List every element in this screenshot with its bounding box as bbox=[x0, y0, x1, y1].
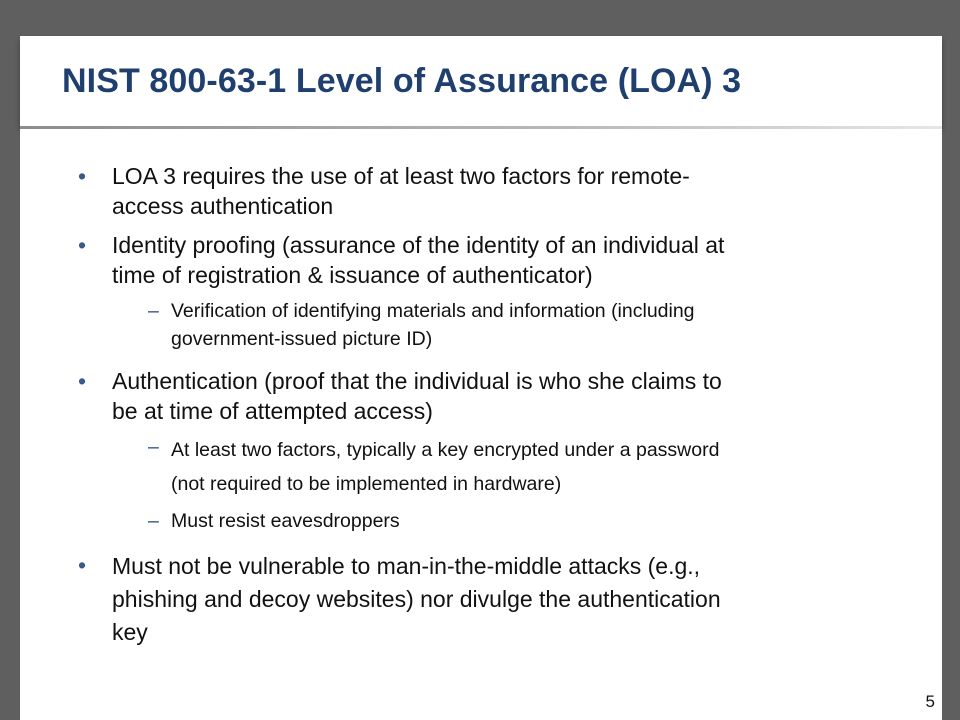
sub-bullet-text bbox=[171, 433, 719, 501]
sub-bullet-line: At least two factors, typically a key encrypted under a password bbox=[171, 439, 720, 461]
sub-bullet-line: Verification of identifying materials and information (including bbox=[171, 300, 695, 322]
bullet-line: LOA 3 requires the use of at least two factors for remote- bbox=[112, 163, 690, 189]
bullet-marker: • bbox=[78, 163, 87, 189]
bullet-line: key bbox=[112, 619, 148, 645]
bullet-line: be at time of attempted access) bbox=[112, 398, 433, 424]
bullet-line: Identity proofing (assurance of the identity of an individual at bbox=[112, 232, 725, 258]
bullet-text bbox=[112, 366, 722, 426]
bullet-line: phishing and decoy websites) nor divulge the authentication bbox=[112, 586, 721, 612]
sub-bullet-text bbox=[171, 507, 400, 535]
bullet-line: access authentication bbox=[112, 193, 334, 219]
bullet-text bbox=[112, 230, 724, 290]
bullet-line: time of registration & issuance of authenticator) bbox=[112, 262, 593, 288]
bullet-text bbox=[112, 550, 721, 649]
dash-marker: – bbox=[148, 510, 159, 532]
bullet-marker: • bbox=[78, 552, 87, 578]
dash-marker: – bbox=[148, 436, 159, 458]
bullet-line: Authentication (proof that the individual is who she claims to bbox=[112, 368, 722, 394]
sub-bullet-line: (not required to be implemented in hardware) bbox=[171, 473, 562, 495]
bullet-marker: • bbox=[78, 368, 87, 394]
sub-bullet-line: government-issued picture ID) bbox=[171, 328, 433, 350]
slide-frame-top bbox=[0, 0, 960, 36]
sub-bullet-line: Must resist eavesdroppers bbox=[171, 510, 400, 532]
dash-marker: – bbox=[148, 300, 159, 322]
slide-frame-right bbox=[942, 0, 960, 720]
slide-title: NIST 800-63-1 Level of Assurance (LOA) 3 bbox=[62, 62, 742, 100]
bullet-marker: • bbox=[78, 232, 87, 258]
page-number: 5 bbox=[925, 692, 935, 711]
slide-frame-left bbox=[0, 0, 20, 720]
bullet-line: Must not be vulnerable to man-in-the-middle attacks (e.g., bbox=[112, 553, 701, 579]
bullet-text bbox=[112, 161, 690, 221]
slide-content bbox=[20, 129, 942, 720]
sub-bullet-text bbox=[171, 297, 695, 353]
